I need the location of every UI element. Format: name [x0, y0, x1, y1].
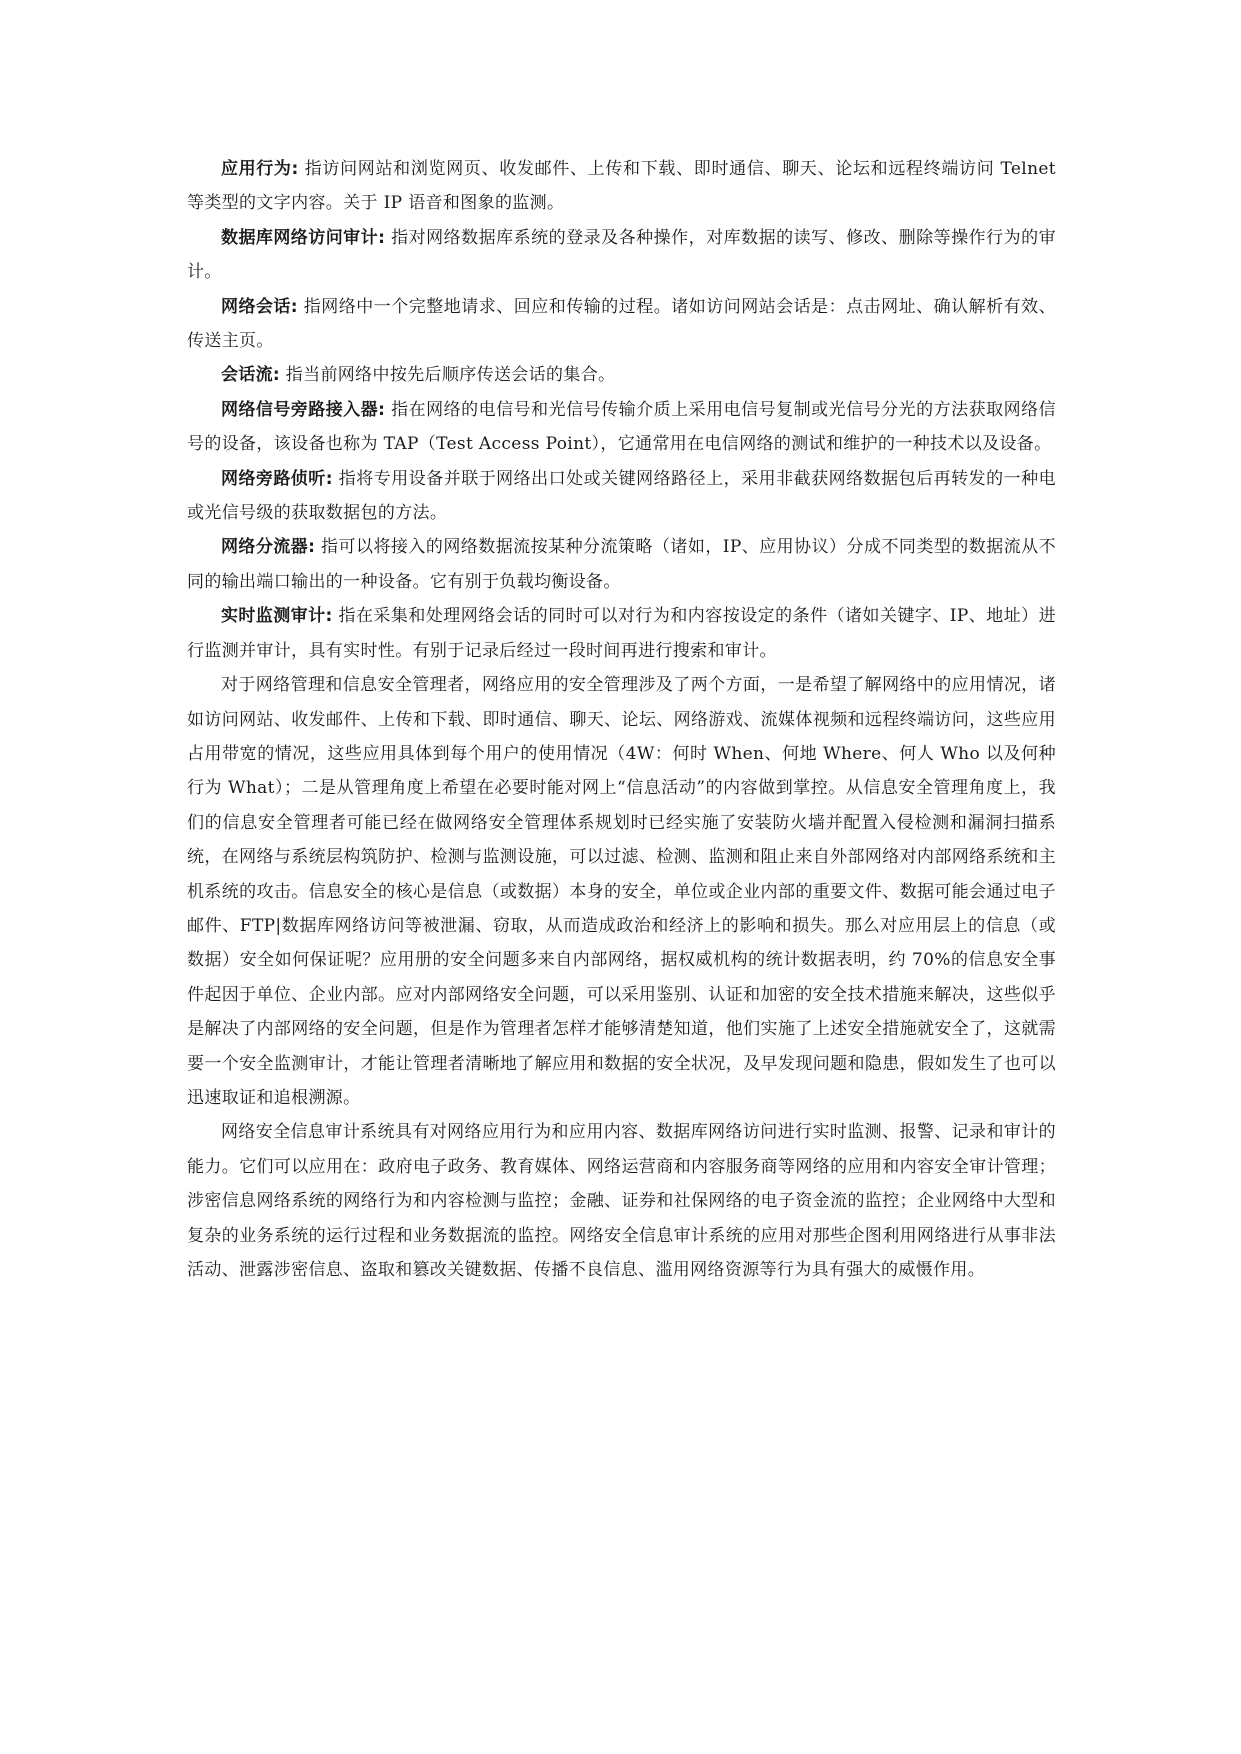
definition-paragraph-database-audit	[187, 221, 1056, 290]
definition-text: 指将专用设备并联于网络出口处或关键网络路径上，采用非截获网络数据包后再转发的一种电或光信号级的获取数据包的方法。	[187, 468, 1056, 524]
definition-paragraph-network-session	[187, 290, 1056, 359]
term-application-behavior: 应用行为:	[221, 159, 299, 179]
definition-paragraph-application-behavior	[187, 152, 1056, 221]
definition-text: 指网络中一个完整地请求、回应和传输的过程。诸如访问网站会话是：点击网址、确认解析有效、传送主页。	[187, 296, 1056, 352]
definition-paragraph-network-splitter	[187, 530, 1056, 599]
term-network-splitter: 网络分流器:	[221, 537, 316, 558]
paragraph-text: 对于网络管理和信息安全管理者，网络应用的安全管理涉及了两个方面，一是希望了解网络中的应用情况，诸如访问网站、收发邮件、上传和下载、即时通信、聊天、论坛、网络游戏、流媒体视频和远程终端访问，这些应用占用带宽的情况，这些应用具体到每个用户的使用情况（4W：何时 When、何地 Where、何人 Who 以及何种行为 What）；二是从管理角度上希望在必要时能对网上“信息活动”的内容做到掌控。从信息安全管理角度上，我们的信息安全管理者可能已经在做网络安全管理体系规划时已经实施了安装防火墙并配置入侵检测和漏洞扫描系统，在网络与系统层构筑防护、检测与监测设施，可以过滤、检测、监测和阻止来自外部网络对内部网络系统和主机系统的攻击。信息安全的核心是信息（或数据）本身的安全，单位或企业内部的重要文件、数据可能会通过电子邮件、FTP|数据库网络访问等被泄漏、窃取，从而造成政治和经济上的影响和损失。那么对应用层上的信息（或数据）安全如何保证呢？应用册的安全问题多来自内部网络，据权威机构的统计数据表明，约 70%的信息安全事件起因于单位、企业内部。应对内部网络安全问题，可以采用鉴别、认证和加密的安全技术措施来解决，这些似乎是解决了内部网络的安全问题，但是作为管理者怎样才能够清楚知道，他们实施了上述安全措施就安全了，这就需要一个安全监测审计，才能让管理者清晰地了解应用和数据的安全状况，及早发现问题和隐患，假如发生了也可以迅速取证和追根溯源。	[187, 675, 1056, 1108]
document-body	[187, 152, 1056, 1287]
definition-text: 指可以将接入的网络数据流按某种分流策略（诸如，IP、应用协议）分成不同类型的数据流从不同的输出端口输出的一种设备。它有别于负载均衡设备。	[187, 537, 1056, 592]
term-network-tap: 网络信号旁路接入器:	[221, 399, 386, 420]
term-bypass-sniffing: 网络旁路侦听:	[221, 468, 333, 489]
definition-text: 指在网络的电信号和光信号传输介质上采用电信号复制或光信号分光的方法获取网络信号的设备，该设备也称为 TAP（Test Access Point），它通常用在电信网络的测试和维护的一种技术以及设备。	[187, 399, 1056, 455]
paragraph-text: 网络安全信息审计系统具有对网络应用行为和应用内容、数据库网络访问进行实时监测、报警、记录和审计的能力。它们可以应用在：政府电子政务、教育媒体、网络运营商和内容服务商等网络的应用和内容安全审计管理；涉密信息网络系统的网络行为和内容检测与监控；金融、证券和社保网络的电子资金流的监控；企业网络中大型和复杂的业务系统的运行过程和业务数据流的监控。网络安全信息审计系统的应用对那些企图利用网络进行从事非法活动、泄露涉密信息、盗取和篡改关键数据、传播不良信息、滥用网络资源等行为具有强大的威慑作用。	[187, 1122, 1056, 1280]
definition-text: 指当前网络中按先后顺序传送会话的集合。	[280, 365, 616, 386]
definition-text: 指对网络数据库系统的登录及各种操作，对库数据的读写、修改、删除等操作行为的审计。	[187, 227, 1056, 283]
definition-paragraph-realtime-audit	[187, 599, 1056, 668]
body-paragraph-management	[187, 668, 1056, 1115]
body-paragraph-audit-system	[187, 1115, 1056, 1287]
term-realtime-audit: 实时监测审计:	[221, 606, 333, 627]
definition-paragraph-session-flow	[187, 358, 1056, 392]
term-database-audit: 数据库网络访问审计:	[221, 227, 386, 248]
term-session-flow: 会话流:	[221, 365, 280, 386]
definition-paragraph-bypass-sniffing	[187, 462, 1056, 531]
definition-paragraph-network-tap	[187, 393, 1056, 462]
definition-text: 指在采集和处理网络会话的同时可以对行为和内容按设定的条件（诸如关键字、IP、地址）进行监测并审计，具有实时性。有别于记录后经过一段时间再进行搜索和审计。	[187, 606, 1056, 661]
term-network-session: 网络会话:	[221, 296, 298, 317]
definition-text: 指访问网站和浏览网页、收发邮件、上传和下载、即时通信、聊天、论坛和远程终端访问 Telnet 等类型的文字内容。关于 IP 语音和图象的监测。	[187, 159, 1056, 214]
